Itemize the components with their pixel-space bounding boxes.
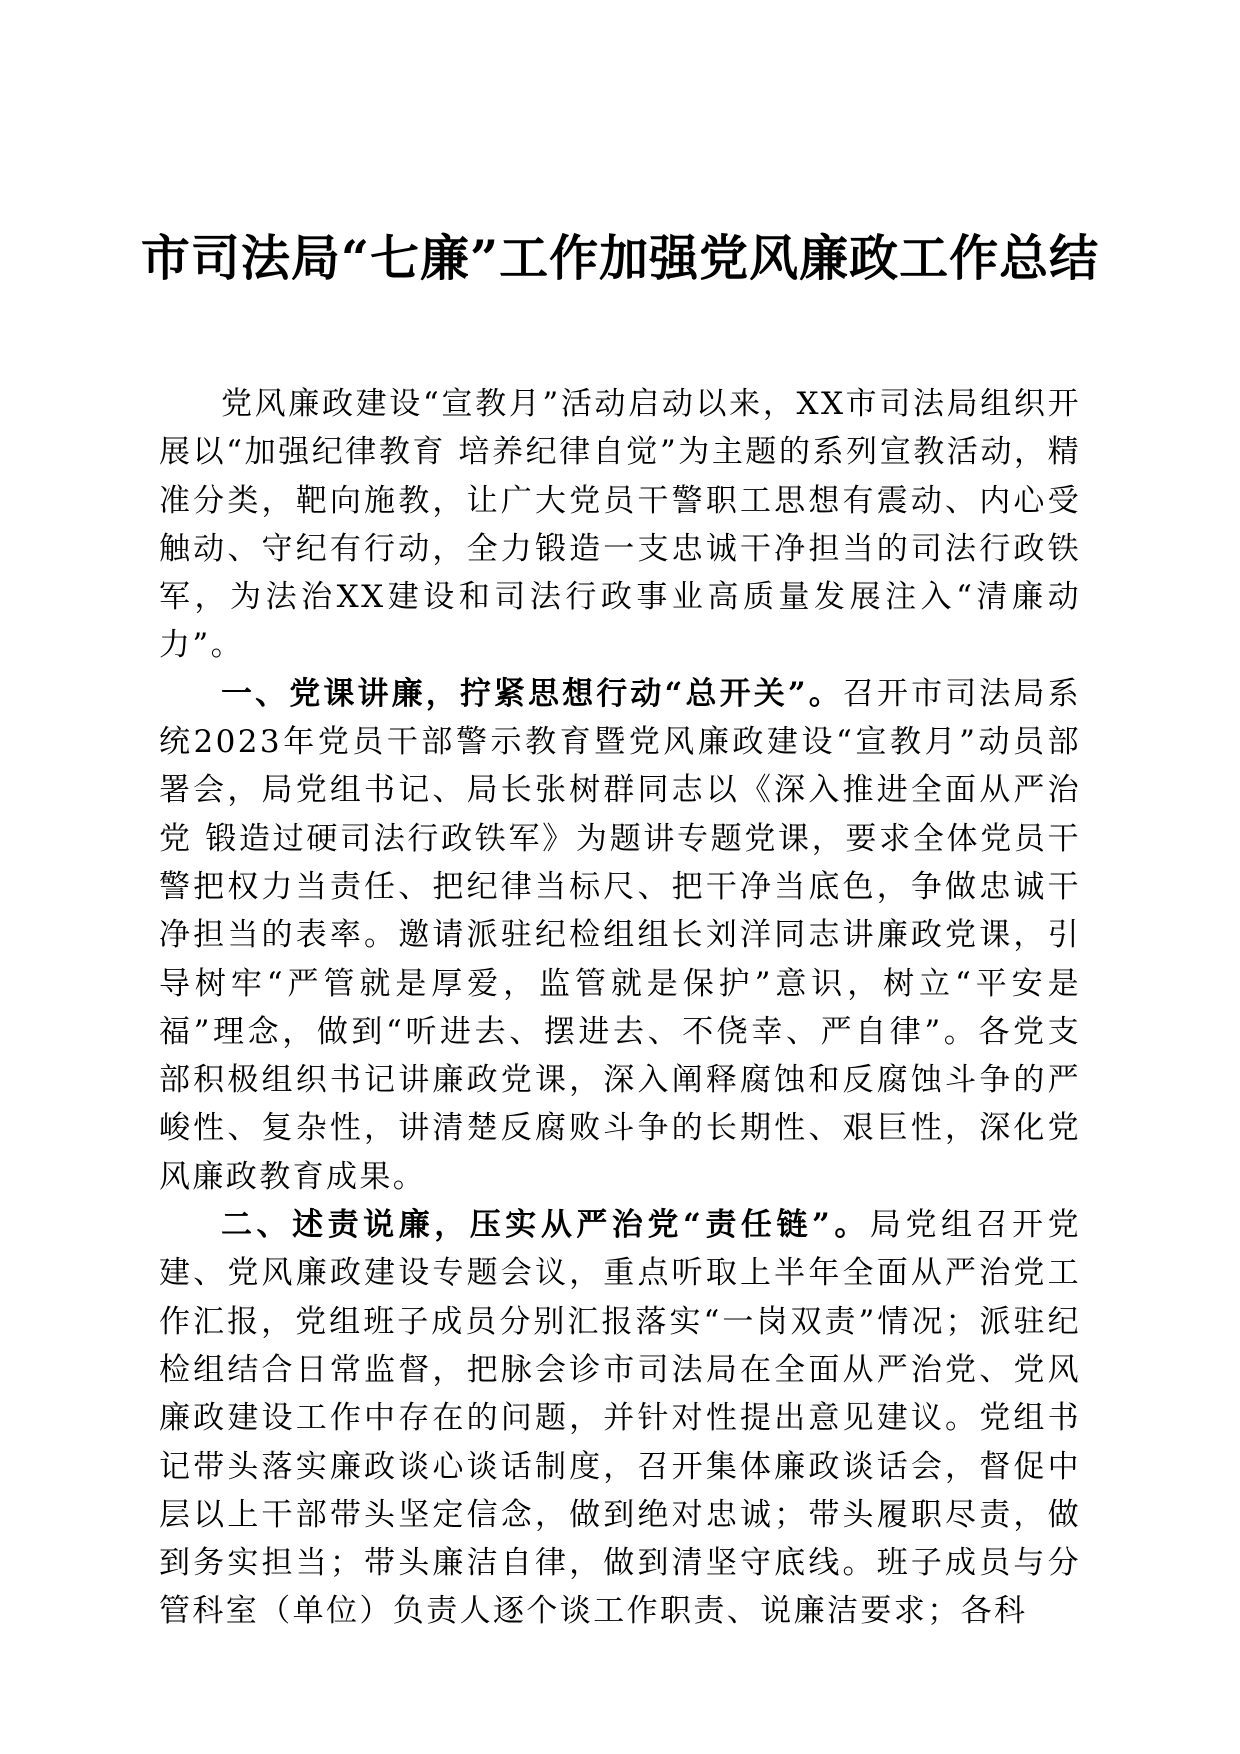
document-title: 市司法局“七廉”工作加强党风廉政工作总结: [140, 229, 1100, 287]
section-heading: 二、述责说廉，压实从严治党“责任链”。: [221, 1207, 870, 1244]
paragraph-text: 局党组召开党建、党风廉政建设专题会议，重点听取上半年全面从严治党工作汇报，党组班子成员分别汇报落实“一岗双责”情况；派驻纪检组结合日常监督，把脉会诊市司法局在全面从严治党、党风廉政建设工作中存在的问题，并针对性提出意见建议。党组书记带头落实廉政谈心谈话制度，召开集体廉政谈话会，督促中层以上干部带头坚定信念，做到绝对忠诚；带头履职尽责，做到务实担当；带头廉洁自律，做到清坚守底线。班子成员与分管科室（单位）负责人逐个谈工作职责、说廉洁要求；各科: [159, 1207, 1081, 1630]
paragraph-text: 召开市司法局系统2023年党员干部警示教育暨党风廉政建设“宣教月”动员部署会，局党组书记、局长张树群同志以《深入推进全面从严治党 锻造过硬司法行政铁军》为题讲专题党课，要求全体党员干警把权力当责任、把纪律当标尺、把干净当底色，争做忠诚干净担当的表率。邀请派驻纪检组组长刘洋同志讲廉政党课，引导树牢“严管就是厚爱，监管就是保护”意识，树立“平安是福”理念，做到“听进去、摆进去、不侥幸、严自律”。各党支部积极组织书记讲廉政党课，深入阐释腐蚀和反腐蚀斗争的严峻性、复杂性，讲清楚反腐败斗争的长期性、艰巨性，深化党风廉政教育成果。: [159, 675, 1081, 1195]
section-two-paragraph: [159, 1201, 1081, 1636]
document-body: [159, 380, 1081, 1636]
section-heading: 一、党课讲廉，拧紧思想行动“总开关”。: [221, 675, 843, 712]
paragraph-text: 党风廉政建设“宣教月”活动启动以来，XX市司法局组织开展以“加强纪律教育 培养纪律自觉”为主题的系列宣教活动，精准分类，靶向施教，让广大党员干警职工思想有震动、内心受触动、守纪有行动，全力锻造一支忠诚干净担当的司法行政铁军，为法治XX建设和司法行政事业高质量发展注入“清廉动力”。: [159, 386, 1081, 664]
intro-paragraph: [159, 380, 1081, 670]
section-one-paragraph: [159, 670, 1081, 1201]
